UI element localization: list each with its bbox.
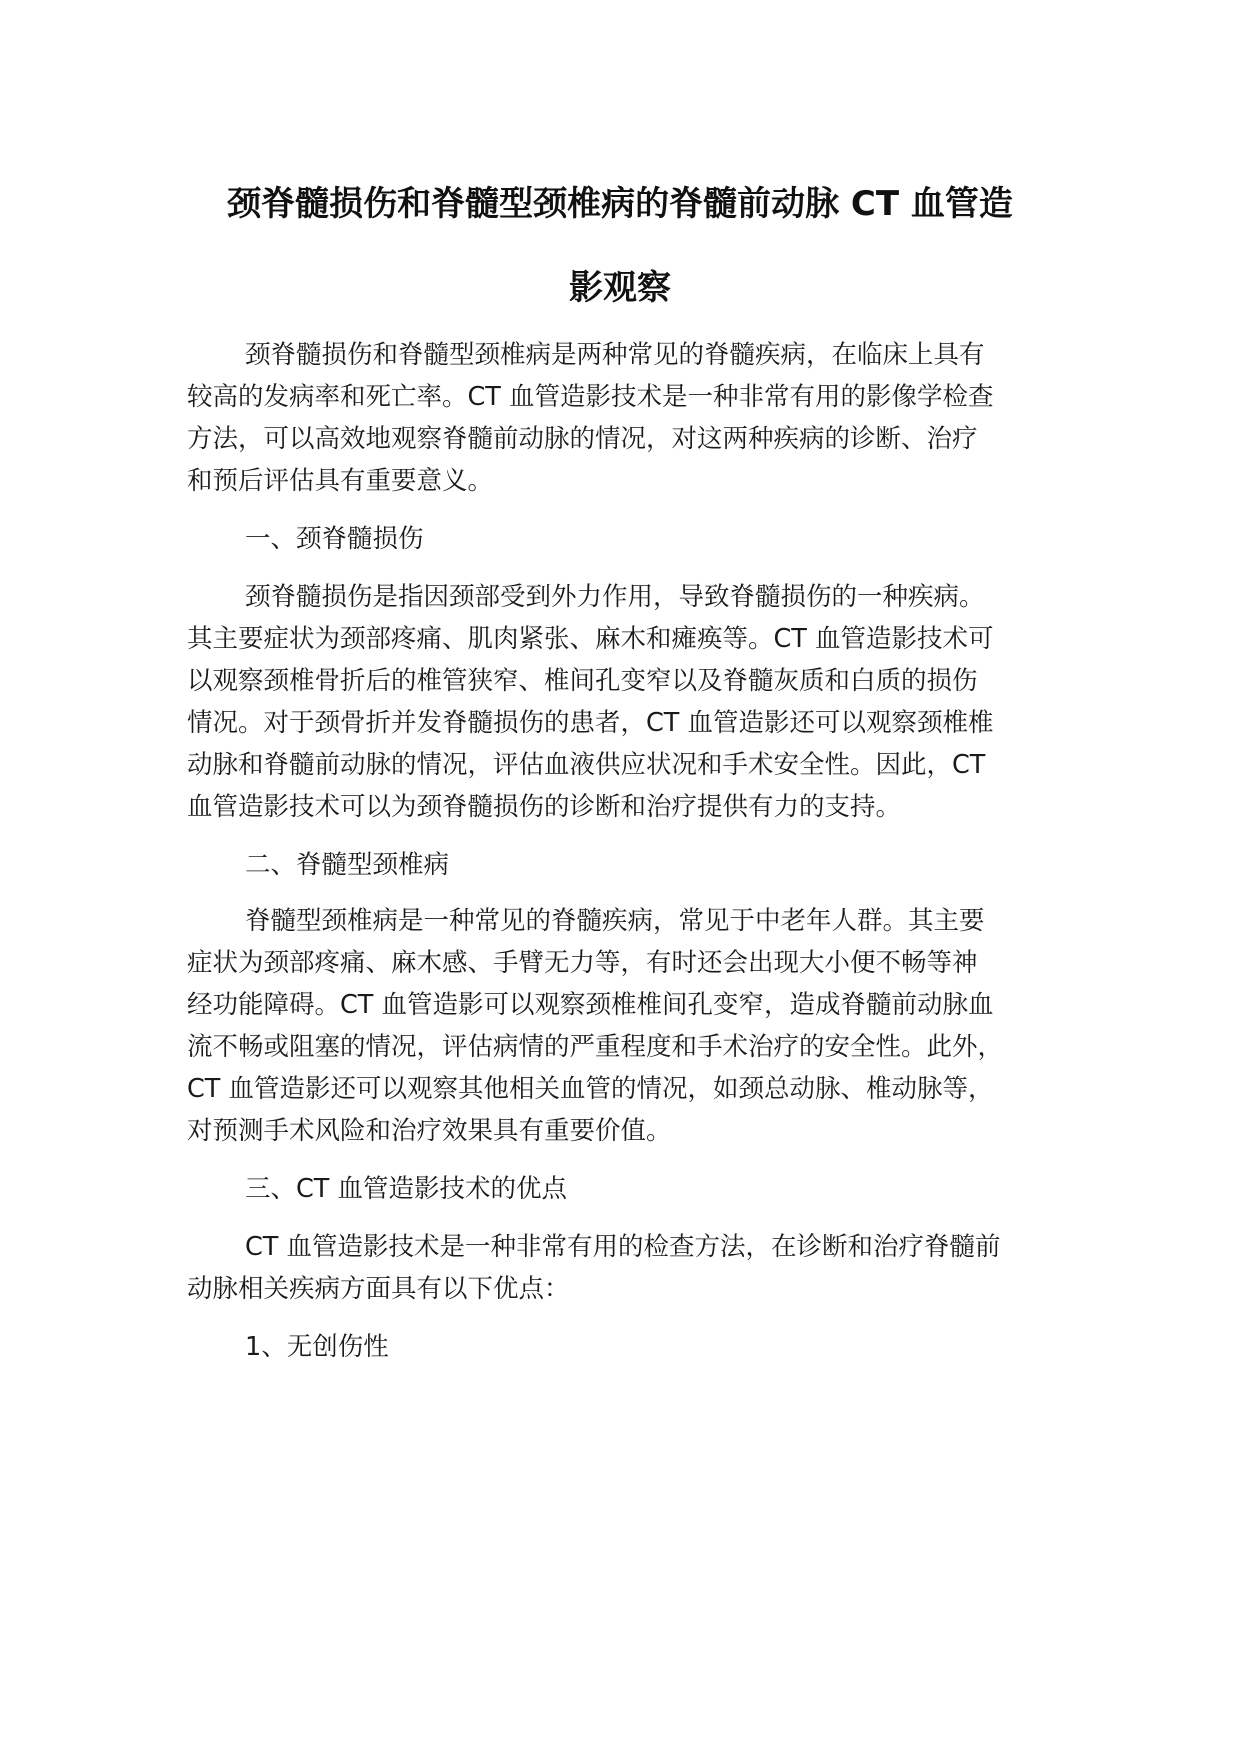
- section-heading-1: 一、颈脊髓损伤: [245, 524, 424, 554]
- section-heading-2: 二、脊髓型颈椎病: [245, 850, 450, 880]
- section2-line-4: 流不畅或阻塞的情况，评估病情的严重程度和手术治疗的安全性。此外，: [187, 1032, 1004, 1062]
- document-title-line-1: 颈脊髓损伤和脊髓型颈椎病的脊髓前动脉 CT 血管造: [227, 184, 1013, 224]
- section2-line-2: 症状为颈部疼痛、麻木感、手臂无力等，有时还会出现大小便不畅等神: [187, 948, 978, 978]
- intro-line-3: 方法，可以高效地观察脊髓前动脉的情况，对这两种疾病的诊断、治疗: [187, 424, 978, 454]
- section1-line-3: 以观察颈椎骨折后的椎管狭窄、椎间孔变窄以及脊髓灰质和白质的损伤: [187, 666, 978, 696]
- section1-line-6: 血管造影技术可以为颈脊髓损伤的诊断和治疗提供有力的支持。: [187, 792, 902, 822]
- section1-line-2: 其主要症状为颈部疼痛、肌肉紧张、麻木和瘫痪等。CT 血管造影技术可: [187, 624, 994, 654]
- section2-line-6: 对预测手术风险和治疗效果具有重要价值。: [187, 1116, 672, 1146]
- list-item-1: 1、无创伤性: [245, 1332, 389, 1362]
- section2-line-3: 经功能障碍。CT 血管造影可以观察颈椎椎间孔变窄，造成脊髓前动脉血: [187, 990, 994, 1020]
- section-heading-3: 三、CT 血管造影技术的优点: [245, 1174, 567, 1204]
- intro-line-1: 颈脊髓损伤和脊髓型颈椎病是两种常见的脊髓疾病，在临床上具有: [245, 340, 985, 370]
- intro-line-2: 较高的发病率和死亡率。CT 血管造影技术是一种非常有用的影像学检查: [187, 382, 994, 412]
- section3-line-1: CT 血管造影技术是一种非常有用的检查方法，在诊断和治疗脊髓前: [245, 1232, 1001, 1262]
- section1-line-5: 动脉和脊髓前动脉的情况，评估血液供应状况和手术安全性。因此，CT: [187, 750, 986, 780]
- document-title-line-2: 影观察: [569, 268, 671, 308]
- section2-line-1: 脊髓型颈椎病是一种常见的脊髓疾病，常见于中老年人群。其主要: [245, 906, 985, 936]
- section1-line-1: 颈脊髓损伤是指因颈部受到外力作用，导致脊髓损伤的一种疾病。: [245, 582, 985, 612]
- section1-line-4: 情况。对于颈骨折并发脊髓损伤的患者，CT 血管造影还可以观察颈椎椎: [187, 708, 994, 738]
- intro-line-4: 和预后评估具有重要意义。: [187, 466, 494, 496]
- section3-line-2: 动脉相关疾病方面具有以下优点：: [187, 1274, 570, 1304]
- section2-line-5: CT 血管造影还可以观察其他相关血管的情况，如颈总动脉、椎动脉等，: [187, 1074, 994, 1104]
